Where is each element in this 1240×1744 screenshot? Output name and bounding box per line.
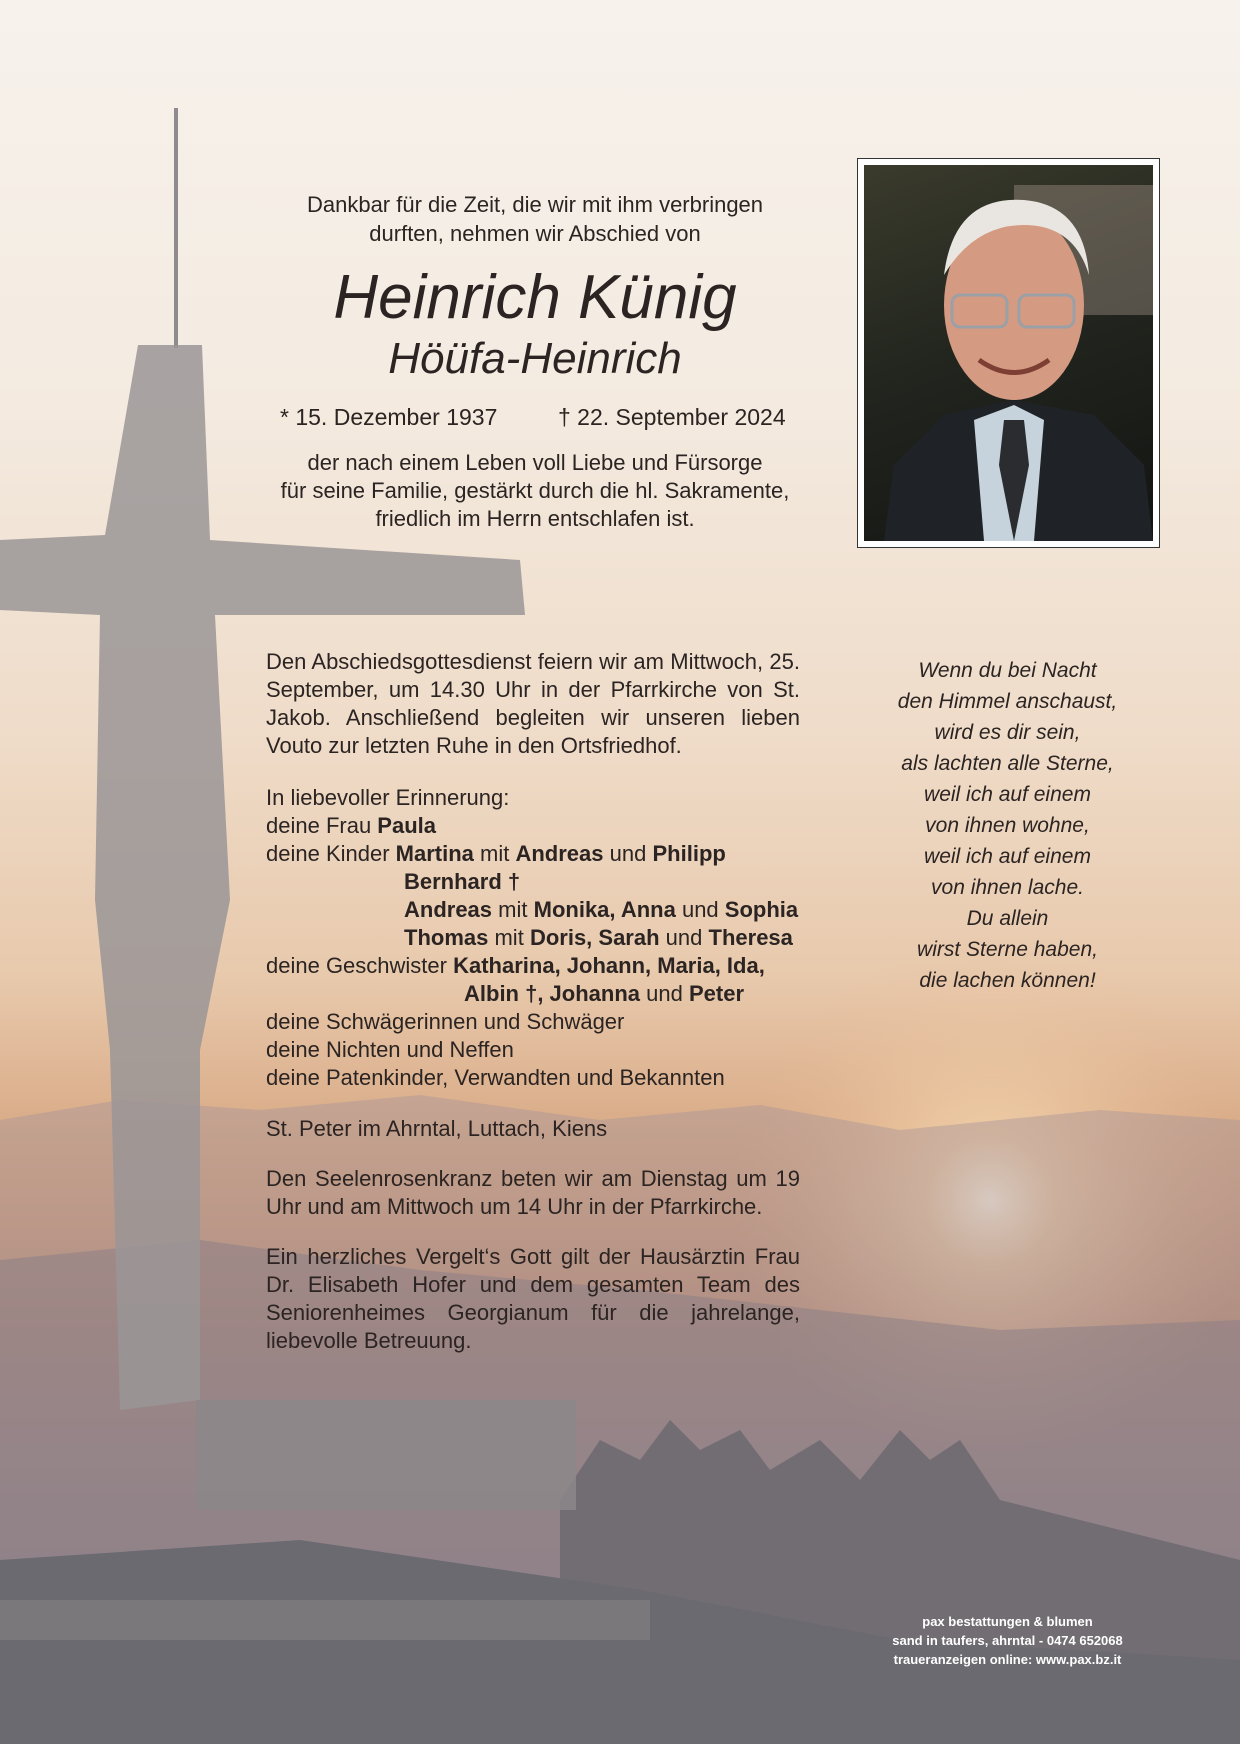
footer-company: pax bestattungen & blumen	[922, 1614, 1093, 1629]
mourner-godchildren: deine Patenkinder, Verwandten und Bekannten	[266, 1065, 725, 1090]
poem-line: Du allein	[966, 907, 1049, 930]
poem-line: von ihnen wohne,	[925, 814, 1090, 837]
thanks-text: Ein herzliches Vergelt‘s Gott gilt der Hausärztin Frau Dr. Elisabeth Hofer und dem gesamten Team des Seniorenheimes Georgianum für die jahrelange, liebevolle Betreuung.	[266, 1244, 800, 1353]
poem-line: die lachen können!	[919, 969, 1096, 992]
intro-line: Dankbar für die Zeit, die wir mit ihm verbringen	[306, 192, 764, 217]
poem-line: von ihnen lache.	[931, 876, 1084, 899]
intro-line: durften, nehmen wir Abschied von	[369, 221, 701, 246]
mourner-siblings-cont: Albin †, Johanna und Peter	[464, 981, 745, 1006]
intro-text	[240, 190, 830, 248]
description-line: friedlich im Herrn entschlafen ist.	[375, 506, 695, 531]
portrait-image	[864, 165, 1153, 541]
description-line: für seine Familie, gestärkt durch die hl. Sakramente,	[280, 478, 790, 503]
cross-wire	[174, 108, 178, 348]
mourner-child-1: deine Kinder Martina mit Andreas und Philipp	[266, 841, 726, 866]
portrait-photo	[864, 165, 1153, 541]
rosary-text: Den Seelenrosenkranz beten wir am Dienstag um 19 Uhr und am Mittwoch um 14 Uhr in der Pfarrkirche.	[266, 1166, 800, 1219]
deceased-nickname: Höüfa-Heinrich	[388, 334, 682, 383]
wooden-beam	[0, 1600, 650, 1640]
mourners-list	[266, 784, 800, 1092]
mourner-child-4: Thomas mit Doris, Sarah und Theresa	[404, 925, 793, 950]
mourner-siblings: deine Geschwister Katharina, Johann, Maria, Ida,	[266, 953, 765, 978]
portrait-frame	[857, 158, 1160, 548]
death-date: † 22. September 2024	[558, 404, 786, 430]
places-text: St. Peter im Ahrntal, Luttach, Kiens	[266, 1116, 608, 1141]
mourner-child-3: Andreas mit Monika, Anna und Sophia	[404, 897, 799, 922]
footer-address: sand in taufers, ahrntal - 0474 652068	[892, 1633, 1123, 1648]
mourner-inlaws: deine Schwägerinnen und Schwäger	[266, 1009, 625, 1034]
poem-line: als lachten alle Sterne,	[901, 752, 1114, 775]
description-line: der nach einem Leben voll Liebe und Fürsorge	[307, 450, 763, 475]
mourner-child-2: Bernhard †	[404, 869, 521, 894]
poem-line: Wenn du bei Nacht	[918, 659, 1097, 682]
poem-line: wird es dir sein,	[934, 721, 1081, 744]
poem-line: weil ich auf einem	[924, 845, 1091, 868]
mourner-wife: deine Frau Paula	[266, 813, 436, 838]
poem-line: weil ich auf einem	[924, 783, 1091, 806]
service-text: Den Abschiedsgottesdienst feiern wir am Mittwoch, 25. September, um 14.30 Uhr in der Pfarrkirche von St. Jakob. Anschließend begleiten wir unseren lieben Vouto zur letzten Ruhe in den Ortsfriedhof.	[266, 649, 800, 758]
mourners-heading: In liebevoller Erinnerung:	[266, 785, 510, 810]
wooden-sign	[196, 1400, 576, 1510]
birth-date: * 15. Dezember 1937	[280, 404, 498, 430]
footer-website: traueranzeigen online: www.pax.bz.it	[893, 1652, 1122, 1667]
mourner-nieces: deine Nichten und Neffen	[266, 1037, 514, 1062]
deceased-name: Heinrich Künig	[333, 263, 737, 332]
poem-line: wirst Sterne haben,	[917, 938, 1098, 961]
poem-line: den Himmel anschaust,	[897, 690, 1118, 713]
description-text	[240, 449, 830, 533]
poem	[850, 655, 1165, 996]
funeral-home-footer	[850, 1612, 1165, 1669]
